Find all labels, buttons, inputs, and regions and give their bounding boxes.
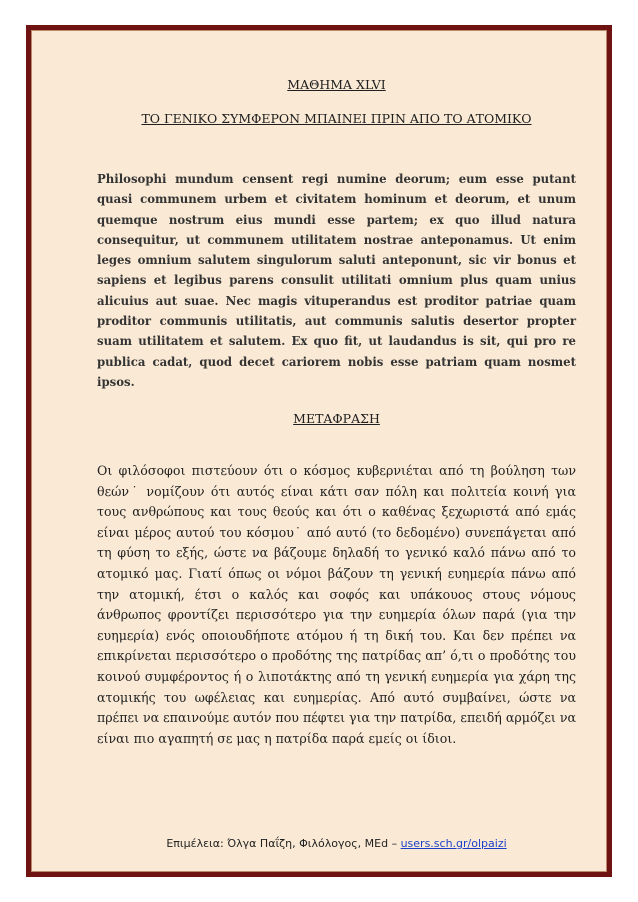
translation-text: Οι φιλόσοφοι πιστεύουν ότι ο κόσμος κυβερνιέται από τη βούληση των θεών˙ νομίζουν ότι αυτός είναι κάτι σαν πόλη και πολιτεία κοινή για τους ανθρώπους και τους θεούς και ότι ο καθένας ξεχωριστά από εμάς είναι μέρος αυτού του κόσμου˙ από αυτό (το δεδομένο) συνεπάγεται από τη φύση το εξής, ώστε να βάζουμε δηλαδή το γενικό καλό πάνω από το ατομικό μας. Γιατί όπως οι νόμοι βάζουν τη γενική ευημερία πάνω από την ατομική, έτσι ο καλός και σοφός και υπάκουος στους νόμους άνθρωπος φροντίζει περισσότερο για την ευημερία όλων παρά (για την ευημερία) ενός οποιουδήποτε ατόμου ή τη δική του. Και δεν πρέπει να επικρίνεται περισσότερο ο προδότης της πατρίδας απ’ ό,τι ο προδότης του κοινού συμφέροντος ή ο λιποτάκτης από τη γενική ευημερία για χάρη της ατομικής του ωφέλειας και ευημερίας. Από αυτό συμβαίνει, ώστε να πρέπει να επαινούμε αυτόν που πέφτει για την πατρίδα, επειδή αρμόζει να είναι πιο αγαπητή σε μας η πατρίδα παρά εμείς οι ίδιοι. — [97, 463, 576, 746]
footer — [97, 837, 576, 850]
latin-text: Philosophi mundum censent regi numine deorum; eum esse putant quasi communem urbem et civitatem hominum et deorum, et unum quemque nostrum eius mundi esse partem; ex quo illud natura consequitur, ut communem utilitatem nostrae anteponamus. Ut enim leges omnium salutem singulorum saluti anteponunt, sic vir bonus et sapiens et legibus parens consulit utilitati omnium plus quam unius alicuius aut suae. Nec magis vituperandus est proditor patriae quam proditor communis utilitatis, aut communis salutis desertor propter suam utilitatem et salutem. Ex quo fit, ut laudandus is sit, qui pro re publica cadat, quod decet cariorem nobis esse patriam quam nosmet ipsos. — [97, 172, 576, 389]
lesson-subtitle: ΤΟ ΓΕΝΙΚΟ ΣΥΜΦΕΡΟΝ ΜΠΑΙΝΕΙ ΠΡΙΝ ΑΠΟ ΤΟ ΑΤΟΜΙΚΟ — [141, 111, 532, 126]
lesson-title: ΜΑΘΗΜΑ XLVI — [287, 77, 386, 92]
footer-link[interactable]: users.sch.gr/olpaizi — [400, 837, 507, 850]
footer-credit: Επιμέλεια: Όλγα Παΐζη, Φιλόλογος, MEd – — [166, 837, 401, 850]
document-page — [31, 30, 607, 872]
translation-heading: ΜΕΤΑΦΡΑΣΗ — [293, 411, 380, 426]
